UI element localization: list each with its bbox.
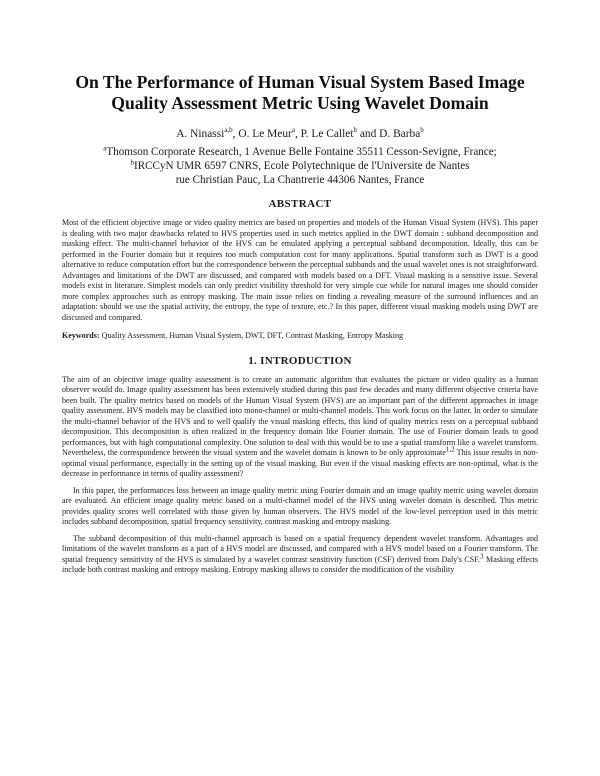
- affiliation-mark: a: [103, 144, 107, 153]
- affiliation-b-address: rue Christian Pauc, La Chantrerie 44306 Nantes, France: [175, 174, 425, 187]
- citation-ref: 1,2: [445, 445, 455, 454]
- affiliations: [62, 145, 538, 187]
- keywords: [62, 331, 538, 342]
- author-name: O. Le Meur: [238, 128, 292, 140]
- section-heading-introduction: 1. INTRODUCTION: [248, 354, 352, 367]
- paragraph-text: Masking effects include both contrast masking and entropy masking. Entropy masking allows to consider the modification of the visibility: [62, 554, 539, 575]
- keywords-text: Quality Assessment, Human Visual System, DWT, DFT, Contrast Masking, Entropy Masking: [101, 331, 404, 341]
- affiliation-mark: b: [130, 158, 135, 167]
- author-affiliation-mark: b: [353, 126, 357, 135]
- affiliation-a: [62, 145, 538, 159]
- author-list: [62, 127, 538, 141]
- author-name: P. Le Callet: [300, 128, 354, 140]
- intro-paragraph-2: In this paper, the performances loss between an image quality metric using Fourier domain and an image quality metric using wavelet domain are evaluated. An efficient image quality metric based on a multi-channel model of the HVS using wavelet domain is described. This metric provides quality scores well correlated with those given by human observers. The HVS model of the low-level perception used in this metric includes subband decomposition, spatial frequency sensitivity, contrast masking and entropy masking.: [62, 485, 538, 527]
- author-name: A. Ninassi: [176, 128, 225, 140]
- title-line-2: Quality Assessment Metric Using Wavelet Domain: [111, 93, 489, 113]
- affiliation-text: Thomson Corporate Research, 1 Avenue Belle Fontaine 35511 Cesson-Sevigne, France;: [106, 146, 497, 158]
- paragraph-text: The aim of an objective image quality assessment is to create an automatic algorithm that evaluates the picture or video quality as a human observer would do. Image quality assessment has been extensively studied during this past few decades and many different objective criteria have been built. The quality metrics based on models of the Human Visual System (HVS) are an important part of the different approaches in image quality assessment. HVS models may be classified into mono-channel or multi-channel models. This work focus on the latter. In order to simulate the multi-channel behavior of the HVS and to well qualify the visual masking effects, this kind of quality metrics rests on a perceptual subband decomposition. This decomposition is often realized in the frequency domain like Fourier domain. The use of Fourier domain leads to good performances, but with high computational complexity. One solution to deal with this would be to use a spatial transform like a wavelet transform. Nevertheless, the correspondence between the visual system and the wavelet domain is known to be only approximate: [62, 374, 538, 458]
- author-separator: ,: [232, 128, 239, 140]
- intro-paragraph-1: [62, 375, 538, 480]
- affiliation-text: IRCCyN UMR 6597 CNRS, Ecole Polytechnique de l'Universite de Nantes: [134, 160, 470, 173]
- abstract-text: Most of the efficient objective image or video quality metrics are based on properties and models of the Human Visual System (HVS). This paper is dealing with two major drawbacks related to HVS properties used in such metrics applied in the DWT domain : subband decomposition and masking effect. The multi-channel behavior of the HVS can be emulated applying a perceptual subband decomposition. Ideally, this can be performed in the Fourier domain but it requires too much computation cost for many applications. Spatial transform such as DWT is a good alternative to reduce computation effort but the correspondence between the perceptual subbands and the usual wavelet ones is not straightforward. Advantages and limitations of the DWT are discussed, and compared with models based on a DFT. Visual masking is a sensitive issue. Several models exist in literature. Simplest models can only predict visibility threshold for very simple cue while for natural images one should consider more complex approaches such as entropy masking. The main issue relies on finding a revealing measure of the surround influences and an adaptation: should we use the spatial activity, the entropy, the type of texture, etc.? In this paper, different visual masking models using DWT are discussed and compared.: [62, 218, 538, 322]
- title-line-1: On The Performance of Human Visual System Based Image: [75, 72, 525, 92]
- author-separator: ,: [294, 128, 301, 140]
- citation-ref: 3: [480, 552, 484, 561]
- author-affiliation-mark: a: [291, 126, 295, 135]
- author-affiliation-mark: b: [420, 126, 424, 135]
- author-affiliation-mark: a,b: [224, 126, 233, 135]
- author-name: D. Barba: [379, 128, 421, 140]
- paper-title: [62, 0, 538, 114]
- abstract-heading: ABSTRACT: [268, 198, 332, 211]
- intro-paragraph-3: [62, 534, 538, 576]
- keywords-label: Keywords:: [62, 331, 100, 341]
- paragraph-text: This issue results in non-optimal visual performance, especially in the setting up of the visual masking. But even if the visual masking effects are non-optimal, what is the decrease in performance in terms of quality assessment?: [62, 448, 538, 479]
- affiliation-b: [62, 159, 538, 173]
- paragraph-text: The subband decomposition of this multi-channel approach is based on a spatial frequency dependent wavelet transform. Advantages and limitations of the wavelet transform as a part of a HVS model are discussed, and compared with a HVS model based on a Fourier transform. The spatial frequency sensitivity of the HVS is simulated by a wavelet contrast sensitivity function (CSF) derived from Daly's CSF.: [62, 533, 538, 564]
- author-separator: and: [357, 128, 380, 140]
